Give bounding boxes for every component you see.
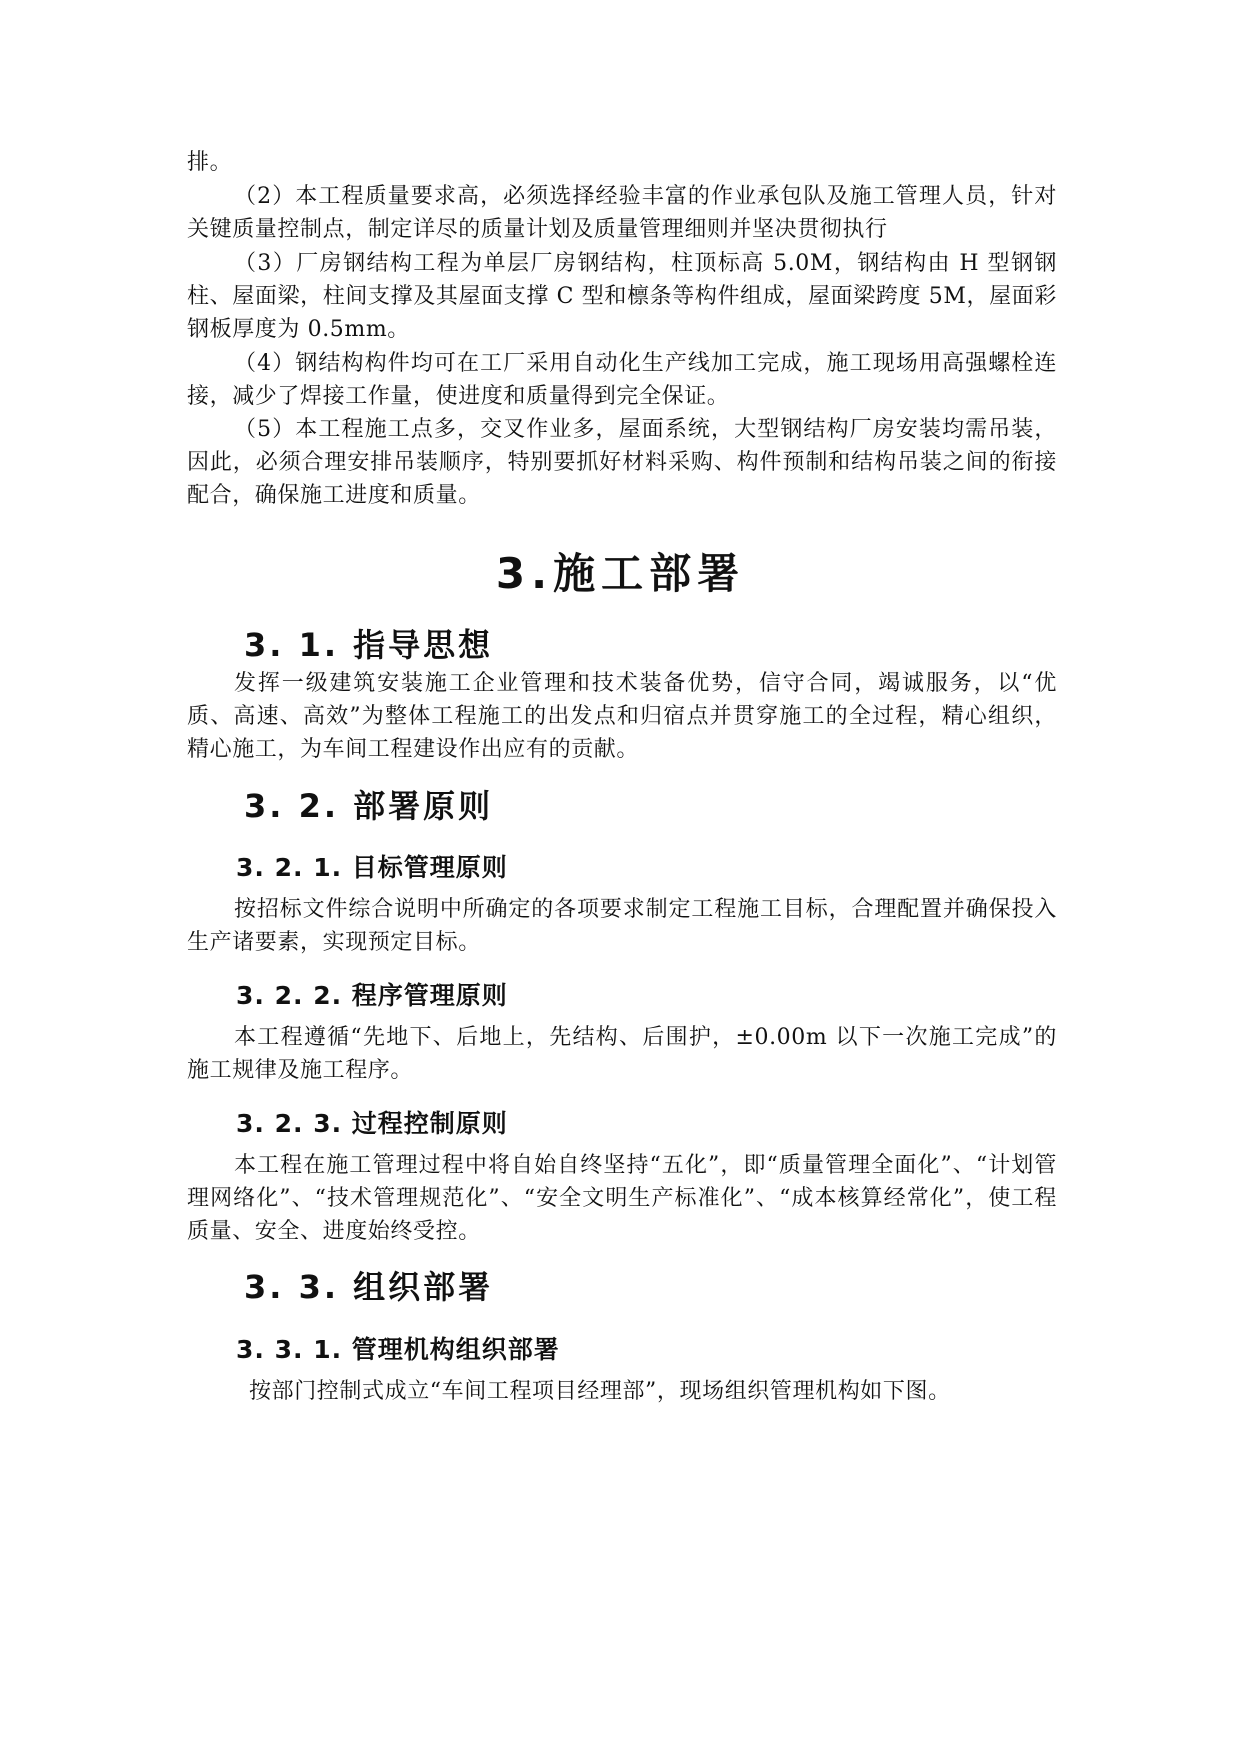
paragraph-item-4: （4）钢结构构件均可在工厂采用自动化生产线加工完成，施工现场用高强螺栓连接，减少了焊接工作量，使进度和质量得到完全保证。 <box>187 351 1057 409</box>
paragraph-item-3: （3）厂房钢结构工程为单层厂房钢结构，柱顶标高 5.0M，钢结构由 H 型钢钢柱、屋面梁，柱间支撑及其屋面支撑 C 型和檩条等构件组成，屋面梁跨度 5M，屋面彩钢板厚度为 0.5mm。 <box>187 251 1057 342</box>
paragraph-continuation: 排。 <box>187 150 233 175</box>
section-3-2-2-heading: 3. 2. 2. 程序管理原则 <box>236 981 508 1010</box>
section-3-2-1-heading: 3. 2. 1. 目标管理原则 <box>236 853 508 882</box>
section-3-2-heading: 3. 2. 部署原则 <box>244 787 494 825</box>
section-3-3-1-heading: 3. 3. 1. 管理机构组织部署 <box>236 1335 560 1364</box>
paragraph-item-2: （2）本工程质量要求高，必须选择经验丰富的作业承包队及施工管理人员，针对关键质量控制点，制定详尽的质量计划及质量管理细则并坚决贯彻执行 <box>187 184 1057 242</box>
section-3-3-heading: 3. 3. 组织部署 <box>244 1268 494 1306</box>
section-3-1-heading: 3. 1. 指导思想 <box>244 626 494 664</box>
paragraph-item-5: （5）本工程施工点多，交叉作业多，屋面系统，大型钢结构厂房安装均需吊装，因此，必须合理安排吊装顺序，特别要抓好材料采购、构件预制和结构吊装之间的衔接配合，确保施工进度和质量。 <box>187 417 1057 508</box>
section-3-heading: 3.施工部署 <box>495 549 746 598</box>
section-3-2-2-text: 本工程遵循“先地下、后地上，先结构、后围护，±0.00m 以下一次施工完成”的施工规律及施工程序。 <box>187 1025 1057 1083</box>
section-3-2-3-text: 本工程在施工管理过程中将自始自终坚持“五化”，即“质量管理全面化”、“计划管理网络化”、“技术管理规范化”、“安全文明生产标准化”、“成本核算经常化”，使工程质量、安全、进度始终受控。 <box>187 1153 1057 1244</box>
section-3-2-3-heading: 3. 2. 3. 过程控制原则 <box>236 1109 508 1138</box>
section-3-1-text: 发挥一级建筑安装施工企业管理和技术装备优势，信守合同，竭诚服务，以“优质、高速、高效”为整体工程施工的出发点和归宿点并贯穿施工的全过程，精心组织，精心施工，为车间工程建设作出应有的贡献。 <box>187 671 1057 762</box>
section-3-3-1-text: 按部门控制式成立“车间工程项目经理部”，现场组织管理机构如下图。 <box>249 1379 951 1404</box>
section-3-2-1-text: 按招标文件综合说明中所确定的各项要求制定工程施工目标，合理配置并确保投入生产诸要素，实现预定目标。 <box>187 897 1057 955</box>
